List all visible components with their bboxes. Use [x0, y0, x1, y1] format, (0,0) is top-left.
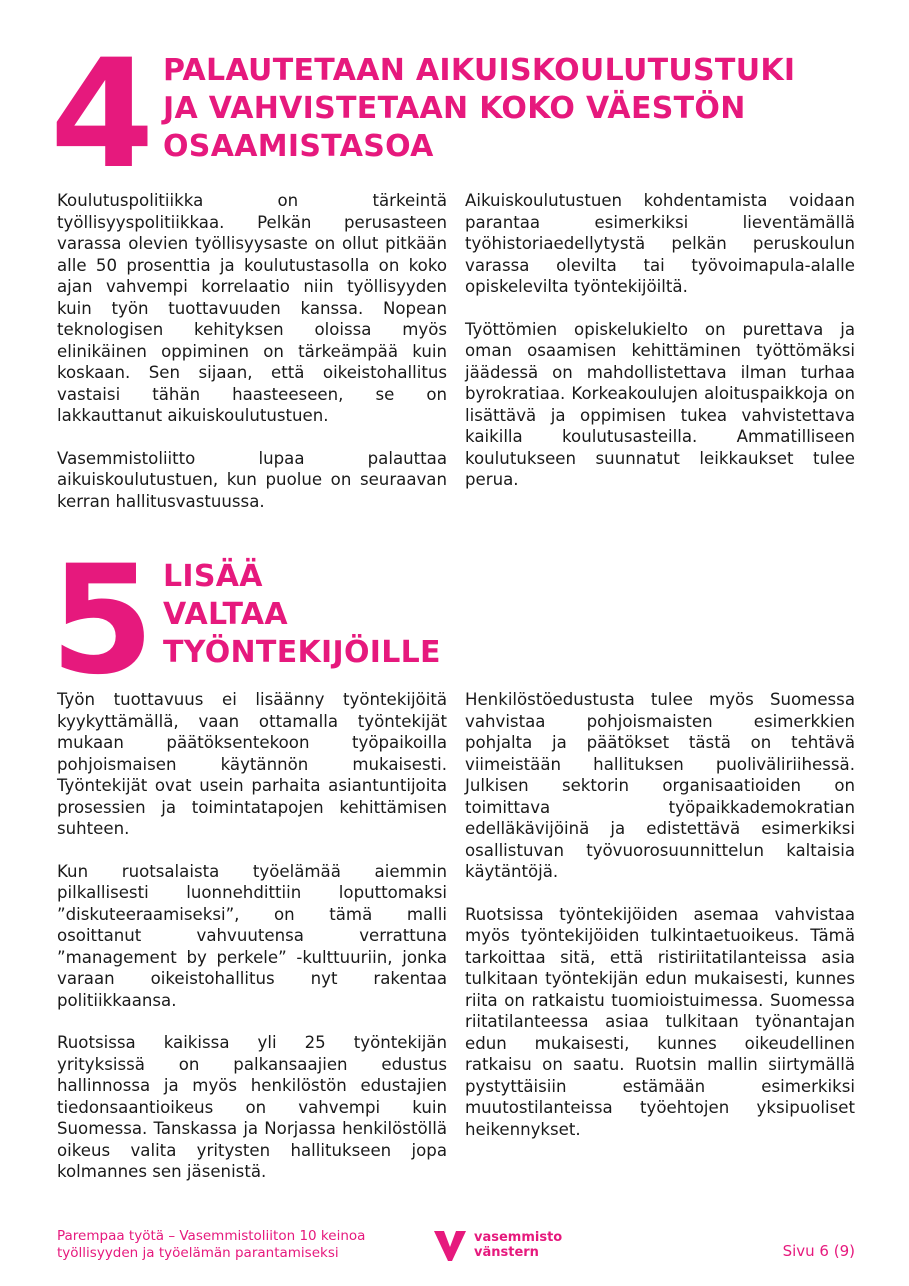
footer-publication-title [57, 1228, 365, 1262]
section-number-4: 4 [50, 28, 151, 202]
paragraph: Henkilöstöedustusta tulee myös Suomessa vahvistaa pohjoismaisten esimerkkien pohjalta ja päätökset tästä on tehtävä viimeistään hallituksen puoliväliriihessä. Julkisen sektorin organisaatioiden on toimittava työpaikkademokratian edelläkävijöinä ja edistettävä esimerkiksi osallistuvan työvuorosuunnittelun kaltaisia käytäntöjä. [465, 690, 855, 881]
section-5-left-column [57, 689, 447, 1204]
footer-line: työllisyyden ja työelämän parantamiseksi [57, 1245, 339, 1261]
logo-line: vänstern [474, 1245, 539, 1260]
v-logo-icon [432, 1227, 468, 1263]
logo-wordmark [474, 1230, 562, 1260]
paragraph: Koulutuspolitiikka on tärkeintä työllisyyspolitiikkaa. Pelkän perusasteen varassa olevien työllisyysaste on ollut pitkään alle 50 prosenttia ja koulutustasolla on koko ajan vahvempi korrelaatio niin työllisyyden kuin työn tuottavuuden kanssa. Nopean teknologisen kehityksen oloissa myös elinikäinen oppiminen on tärkeämpää kuin koskaan. Sen sijaan, että oikeistohallitus vastaisi tähän haasteeseen, se on lakkauttanut aikuiskoulutustuen. [57, 191, 447, 425]
heading-line: PALAUTETAAN AIKUISKOULUTUSTUKI [163, 53, 796, 88]
paragraph: Vasemmistoliitto lupaa palauttaa aikuiskoulutustuen, kun puolue on seuraavan kerran hallitusvastuussa. [57, 448, 447, 511]
section-4-right-column [465, 190, 855, 512]
vasemmisto-logo [432, 1225, 592, 1265]
section-5-heading [163, 558, 441, 672]
section-5-right-column [465, 689, 855, 1161]
section-4-left-column [57, 190, 447, 533]
footer-line: Parempaa työtä – Vasemmistoliiton 10 keinoa [57, 1228, 366, 1244]
heading-line: OSAAMISTASOA [163, 129, 434, 164]
paragraph: Työttömien opiskelukielto on purettava ja oman osaamisen kehittäminen työttömäksi jäädessä on mahdollistettava ilman turhaa byrokratiaa. Korkeakoulujen aloituspaikkoja on lisättävä ja oppimisen tukea vahvistettava kaikilla koulutusasteilla. Ammatilliseen koulutukseen suunnatut leikkaukset tulee perua. [465, 319, 855, 489]
heading-line: JA VAHVISTETAAN KOKO VÄESTÖN [163, 91, 746, 126]
heading-line: TYÖNTEKIJÖILLE [163, 635, 441, 670]
section-4-heading [163, 52, 863, 166]
paragraph: Työn tuottavuus ei lisäänny työntekijöitä kyykyttämällä, vaan ottamalla työntekijät mukaan päätöksentekoon työpaikoilla pohjoismaisen käytännön mukaisesti. Työntekijät ovat usein parhaita asiantuntijoita prosessien ja toimintatapojen kehittämisen suhteen. [57, 690, 447, 838]
paragraph: Ruotsissa kaikissa yli 25 työntekijän yrityksissä on palkansaajien edustus hallinnossa ja myös henkilöstön edustajien tiedonsaantioikeus on vahvempi kuin Suomessa. Tanskassa ja Norjassa henkilöstöllä oikeus valita yritysten hallitukseen jopa kolmannes sen jäsenistä. [57, 1033, 447, 1181]
heading-line: VALTAA [163, 597, 288, 632]
paragraph: Ruotsissa työntekijöiden asemaa vahvistaa myös työntekijöiden tulkintaetuoikeus. Tämä tarkoittaa sitä, että ristiriitatilanteissa asia tulkitaan työntekijän edun mukaisesti, kunnes riita on ratkaistu tuomioistuimessa. Suomessa riitatilanteessa asiaa tulkitaan työnantajan edun mukaisesti, kunnes oikeudellinen ratkaisu on saatu. Ruotsin mallin siirtymällä pystyttäisiin estämään esimerkiksi muutostilanteissa työehtojen yksipuoliset heikennykset. [465, 904, 855, 1139]
paragraph: Kun ruotsalaista työelämää aiemmin pilkallisesti luonnehdittiin loputtomaksi ”diskuteeraamiseksi”, on tämä malli osoittanut vahvuutensa verrattuna ”management by perkele” -kulttuuriin, jonka varaan oikeistohallitus nyt rakentaa politiikkaansa. [57, 861, 447, 1010]
logo-line: vasemmisto [474, 1230, 563, 1245]
page-number: Sivu 6 (9) [782, 1242, 855, 1260]
heading-line: LISÄÄ [163, 559, 263, 594]
paragraph: Aikuiskoulutustuen kohdentamista voidaan parantaa esimerkiksi lieventämällä työhistoriaedellytystä pelkän peruskoulun varassa olevilta tai työvoimapula-alalle opiskelevilta työntekijöiltä. [465, 191, 855, 296]
section-number-5: 5 [50, 534, 151, 708]
